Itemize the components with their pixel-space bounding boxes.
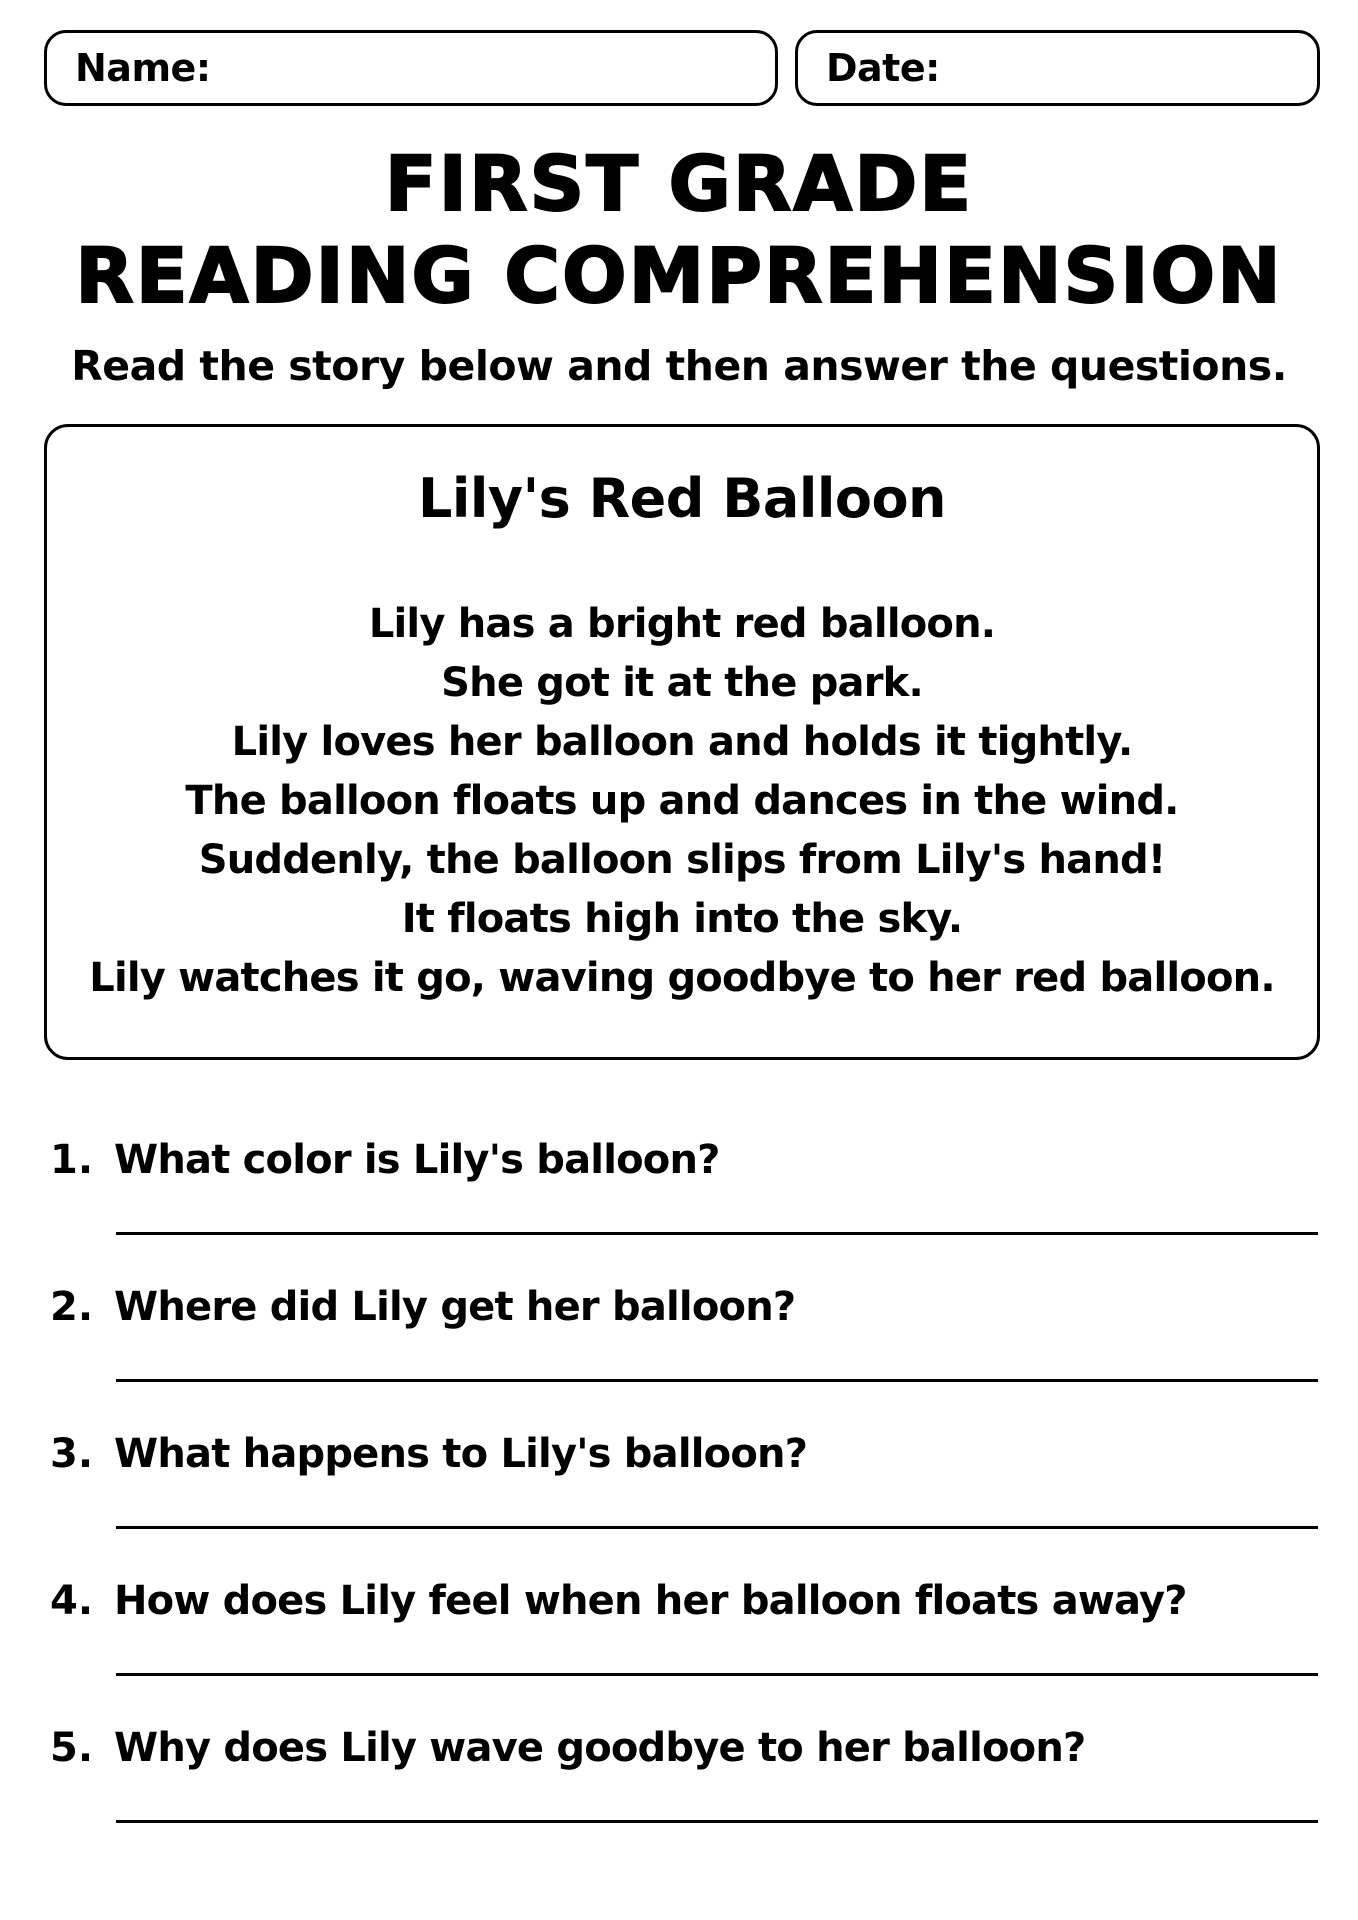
name-field[interactable] [44,30,778,106]
story-line: The balloon floats up and dances in the wind. [185,778,1179,824]
date-field[interactable] [795,30,1320,106]
page-title-line-2: READING COMPREHENSION [75,231,1283,320]
name-label: Name: [75,46,211,90]
story-line: Lily has a bright red balloon. [368,601,996,647]
question-number: 1. [50,1137,94,1183]
question-text: How does Lily feel when her balloon floats away? [114,1578,1187,1624]
story-line: She got it at the park. [441,660,923,706]
answer-line-1[interactable] [116,1232,1318,1235]
story-line: Lily loves her balloon and holds it tightly. [231,719,1133,765]
instructions-text: Read the story below and then answer the questions. [71,342,1287,390]
question-text: Where did Lily get her balloon? [114,1284,796,1330]
question-number: 4. [50,1578,94,1624]
question-text: Why does Lily wave goodbye to her balloon? [114,1725,1086,1771]
question-2 [50,1277,1320,1417]
question-1 [50,1130,1320,1270]
question-text: What color is Lily's balloon? [114,1137,720,1183]
answer-line-2[interactable] [116,1379,1318,1382]
question-number: 5. [50,1725,94,1771]
story-line: It floats high into the sky. [401,896,963,942]
story-text [47,595,1317,1008]
answer-line-3[interactable] [116,1526,1318,1529]
date-label: Date: [826,46,940,90]
answer-line-4[interactable] [116,1673,1318,1676]
question-number: 2. [50,1284,94,1330]
question-text: What happens to Lily's balloon? [114,1431,808,1477]
story-title: Lily's Red Balloon [417,467,947,530]
story-line: Lily watches it go, waving goodbye to her red balloon. [89,955,1275,1001]
story-line: Suddenly, the balloon slips from Lily's hand! [198,837,1166,883]
story-box [44,424,1320,1060]
question-3 [50,1424,1320,1564]
answer-line-5[interactable] [116,1820,1318,1823]
question-number: 3. [50,1431,94,1477]
page-title-line-1: FIRST GRADE [384,139,974,228]
question-4 [50,1571,1320,1711]
question-5 [50,1718,1320,1858]
